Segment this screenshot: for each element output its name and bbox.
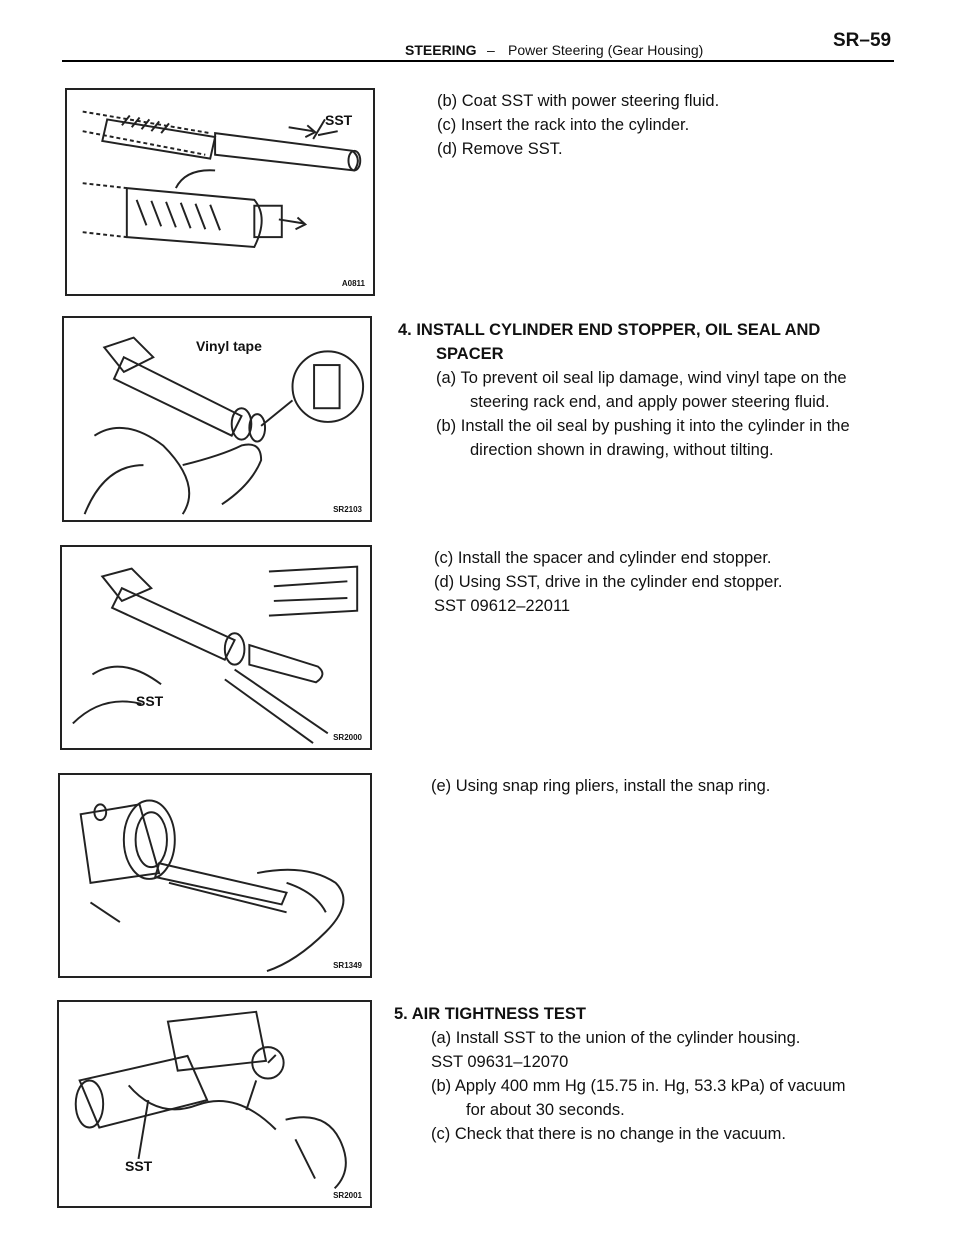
step-4e-text: (e) Using snap ring pliers, install the snap ring.	[431, 777, 771, 795]
figure-callout-vinyl-tape: Vinyl tape	[196, 338, 262, 354]
step-5-heading: 5. AIR TIGHTNESS TEST	[394, 1005, 586, 1023]
figure-callout-sst: SST	[136, 693, 164, 709]
figure-air-tightness	[57, 1000, 372, 1208]
step-5a-text: (a) Install SST to the union of the cylinder housing.	[431, 1029, 801, 1047]
step-4b-text: (b) Install the oil seal by pushing it into the cylinder in the	[436, 417, 850, 435]
figure-id: SR2001	[333, 1191, 362, 1200]
step-3b-text: (b) Coat SST with power steering fluid.	[437, 92, 720, 110]
step-4-sst-number: SST 09612–22011	[434, 597, 571, 615]
page-number: SR–59	[833, 30, 892, 51]
snap-ring-illustration	[60, 775, 370, 976]
figure-id: SR1349	[333, 961, 362, 970]
air-tightness-illustration	[59, 1002, 370, 1206]
step-3d-text: (d) Remove SST.	[437, 140, 563, 158]
header-rule	[62, 60, 894, 62]
figure-id: SR2103	[333, 505, 362, 514]
end-stopper-illustration	[62, 547, 370, 748]
step-5-sst-number: SST 09631–12070	[431, 1053, 569, 1071]
figure-rack-insert	[65, 88, 375, 296]
step-4a-text-cont: steering rack end, and apply power steering fluid.	[470, 393, 830, 411]
step-5c-text: (c) Check that there is no change in the vacuum.	[431, 1125, 786, 1143]
step-4c-text: (c) Install the spacer and cylinder end stopper.	[434, 549, 772, 567]
step-3c-text: (c) Insert the rack into the cylinder.	[437, 116, 690, 134]
header-section-title: STEERING	[405, 42, 477, 58]
step-4-heading: 4. INSTALL CYLINDER END STOPPER, OIL SEAL AND	[398, 321, 821, 339]
figure-snap-ring	[58, 773, 372, 978]
step-5b-text: (b) Apply 400 mm Hg (15.75 in. Hg, 53.3 kPa) of vacuum	[431, 1077, 846, 1095]
step-4b-text-cont: direction shown in drawing, without tilting.	[470, 441, 774, 459]
header-dash: –	[487, 42, 495, 58]
step-4-heading-cont: SPACER	[436, 345, 504, 363]
figure-id: SR2000	[333, 733, 362, 742]
step-4a-text: (a) To prevent oil seal lip damage, wind vinyl tape on the	[436, 369, 847, 387]
figure-callout-sst: SST	[325, 112, 353, 128]
header-subtitle: Power Steering (Gear Housing)	[508, 42, 704, 58]
figure-id: A0811	[341, 279, 365, 288]
step-5b-text-cont: for about 30 seconds.	[466, 1101, 625, 1119]
figure-vinyl-tape	[62, 316, 372, 522]
figure-callout-sst: SST	[125, 1158, 153, 1174]
figure-end-stopper	[60, 545, 372, 750]
step-4d-text: (d) Using SST, drive in the cylinder end stopper.	[434, 573, 783, 591]
